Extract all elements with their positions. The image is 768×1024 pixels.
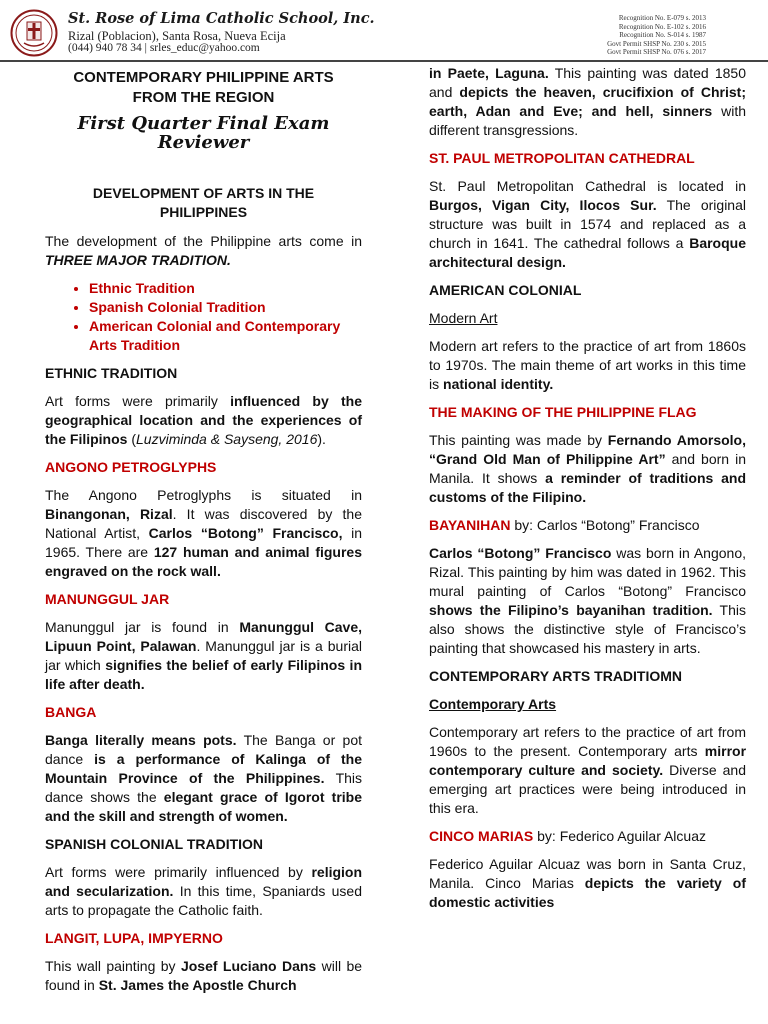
- text-bold: signifies the belief of early Filipinos in life after death.: [45, 657, 362, 692]
- heading-langit: LANGIT, LUPA, IMPYERNO: [45, 930, 223, 946]
- heading-banga: BANGA: [45, 704, 97, 720]
- recognition-line: Govt Permit SHSP No. 076 s. 2017: [607, 48, 706, 57]
- recognition-line: Recognition No. E-102 s. 2016: [618, 22, 706, 31]
- text: In this time, Spaniards used arts to propagate the Catholic faith.: [45, 883, 362, 918]
- subheading-modern-art: Modern Art: [429, 310, 498, 326]
- text: This dance shows the: [45, 770, 363, 805]
- text-bold: elegant grace of Igorot tribe and the skill and strength of women.: [45, 789, 362, 824]
- title-line: CONTEMPORARY PHILIPPINE ARTS: [73, 69, 334, 86]
- paragraph: Art forms were primarily influenced by the geographical location and the experiences of the Filipinos (Luzviminda & Sayseng, 2016).: [45, 393, 363, 447]
- text: was born in Angono, Rizal. This painting by him was dated in 1962. This mural painting of Carlos “Botong” Francisco: [429, 545, 747, 599]
- paragraph: [45, 618, 362, 694]
- paragraph: [429, 337, 746, 394]
- paragraph: [45, 863, 362, 920]
- text-bold: mirror contemporary culture and society.: [429, 743, 747, 778]
- header-divider: [0, 60, 768, 62]
- list-item: • Spanish Colonial Tradition: [89, 298, 362, 317]
- text: The Angono Petroglyphs is situated in: [45, 487, 362, 503]
- text: Federico Aguilar Alcuaz was born in Santa Cruz, Manila. Cinco Marias: [429, 856, 746, 891]
- text-bold: Burgos, Vigan City, Ilocos Sur.: [429, 197, 657, 213]
- text-bold: THREE MAJOR TRADITION.: [45, 252, 231, 268]
- text-bold: Baroque architectural design.: [429, 235, 746, 270]
- text-bold: depicts the heaven, crucifixion of Christ; earth, Adan and Eve; and hell, sinners: [429, 84, 746, 119]
- text: Art forms were primarily influenced by: [45, 864, 303, 880]
- text: This painting was dated 1850 and: [429, 65, 747, 100]
- list-item: • American Colonial and Contemporary Arts Tradition: [89, 317, 362, 355]
- paragraph: [429, 855, 746, 912]
- section-heading-line: DEVELOPMENT OF ARTS IN THE: [92, 185, 315, 201]
- text: Manunggul jar is found in: [45, 619, 229, 635]
- document-subtitle: First Quarter Final Exam Reviewer: [77, 113, 330, 153]
- text: St. Paul Metropolitan Cathedral is located in: [429, 178, 746, 194]
- paragraph: [429, 177, 746, 272]
- section-heading-line: PHILIPPINES: [159, 204, 248, 220]
- text: . Manunggul jar is a burial jar which: [45, 638, 362, 673]
- text-italic: Luzviminda & Sayseng, 2016: [136, 431, 318, 447]
- school-header: [0, 0, 768, 64]
- heading-text: BAYANIHAN: [429, 517, 511, 533]
- text-bold: a reminder of traditions and customs of the Filipino.: [429, 470, 747, 505]
- text-bold: is a performance of Kalinga of the Mountain Province of the Philippines.: [45, 751, 363, 786]
- text: Contemporary art refers to the practice of art from 1960s to the present. Contemporary arts: [429, 724, 746, 759]
- heading-st-paul: ST. PAUL METROPOLITAN CATHEDRAL: [429, 150, 695, 166]
- recognition-list: [556, 14, 706, 57]
- text-bold: Binangonan, Rizal: [45, 506, 173, 522]
- heading-contemporary: CONTEMPORARY ARTS TRADITIOMN: [429, 668, 683, 684]
- heading-bayanihan: [429, 516, 746, 535]
- heading-manunggul: MANUNGGUL JAR: [45, 591, 170, 607]
- document-title: [45, 68, 362, 108]
- text: ).: [317, 431, 326, 447]
- text-bold: religion and secularization.: [45, 864, 363, 899]
- text: This also shows the distinctive style of Francisco’s painting that showcased his mastery in arts.: [429, 602, 746, 656]
- text-bold: Fernando Amorsolo, “Grand Old Man of Philippine Art”: [429, 432, 746, 467]
- text-bold: St. James the Apostle Church: [98, 977, 297, 993]
- intro-paragraph: [45, 232, 362, 270]
- list-item: • Ethnic Tradition: [89, 279, 362, 298]
- text-bold: Carlos “Botong” Francisco: [429, 545, 612, 561]
- text-bold: 127 human and animal figures engraved on the rock wall.: [45, 544, 362, 579]
- school-contact: (044) 940 78 34 | srles_educ@yahoo.com: [68, 42, 260, 54]
- heading-byline: by: Carlos “Botong” Francisco: [514, 517, 700, 533]
- paragraph: [429, 64, 746, 140]
- title-line: FROM THE REGION: [132, 89, 275, 106]
- paragraph: [45, 957, 362, 995]
- text-bold: shows the Filipino’s bayanihan tradition.: [429, 602, 713, 618]
- text: . It was discovered by the National Artist,: [45, 506, 362, 541]
- school-address: Rizal (Poblacion), Santa Rosa, Nueva Ecija: [68, 29, 286, 43]
- text: Art forms were primarily: [45, 393, 218, 409]
- heading-angono: ANGONO PETROGLYPHS: [45, 459, 217, 475]
- text: in 1965. There are: [45, 525, 363, 560]
- text: will be found in: [45, 958, 363, 993]
- tradition-list: [45, 279, 362, 355]
- text: The original structure was built in 1574 and replaced as a church in 1641. The cathedral follows a: [429, 197, 746, 251]
- text: Diverse and emerging art practices were being introduced in this era.: [429, 762, 746, 816]
- text-bold: Banga literally means pots.: [45, 732, 237, 748]
- heading-spanish: SPANISH COLONIAL TRADITION: [45, 836, 264, 852]
- heading-cinco-marias: [429, 827, 746, 846]
- left-column: [45, 64, 362, 1004]
- section-heading: [45, 184, 362, 222]
- text-bold: in Paete, Laguna.: [429, 65, 549, 81]
- text: with different transgressions.: [429, 103, 746, 138]
- text: The Banga or pot dance: [45, 732, 362, 767]
- heading-flag: THE MAKING OF THE PHILIPPINE FLAG: [429, 404, 697, 420]
- recognition-line: Govt Permit SHSP No. 230 s. 2015: [607, 39, 706, 48]
- paragraph: [429, 723, 746, 818]
- document-body: [45, 64, 747, 1024]
- heading-text: CINCO MARIAS: [429, 828, 534, 844]
- text-bold: national identity.: [443, 376, 554, 392]
- school-seal-icon: [10, 9, 58, 57]
- heading-ethnic: ETHNIC TRADITION: [45, 365, 178, 381]
- recognition-line: Recognition No. S-014 s. 1987: [619, 31, 706, 40]
- text: Modern art refers to the practice of art from 1860s to 1970s. The main theme of art works in this time is: [429, 338, 746, 392]
- text-bold: influenced by the geographical location and the experiences of the Filipinos: [45, 393, 363, 447]
- text: The development of the Philippine arts come in: [45, 233, 362, 249]
- school-name: St. Rose of Lima Catholic School, Inc.: [68, 10, 375, 27]
- text: This wall painting by: [45, 958, 176, 974]
- text-bold: depicts the variety of domestic activities: [429, 875, 746, 910]
- subheading-contemporary-arts: Contemporary Arts: [429, 696, 557, 712]
- heading-american: AMERICAN COLONIAL: [429, 282, 582, 298]
- text-bold: Josef Luciano Dans: [180, 958, 317, 974]
- paragraph: [45, 486, 362, 581]
- right-column: [429, 64, 746, 921]
- paragraph: [429, 431, 746, 507]
- text-bold: Carlos “Botong” Francisco,: [148, 525, 343, 541]
- recognition-line: Recognition No. E-079 s. 2013: [618, 14, 706, 22]
- paragraph: [45, 731, 362, 826]
- text: and born in Manila. It shows: [429, 451, 747, 486]
- paragraph: [429, 544, 746, 658]
- heading-byline: by: Federico Aguilar Alcuaz: [537, 828, 706, 844]
- text: This painting was made by: [429, 432, 603, 448]
- text-bold: Manunggul Cave, Lipuun Point, Palawan: [45, 619, 363, 654]
